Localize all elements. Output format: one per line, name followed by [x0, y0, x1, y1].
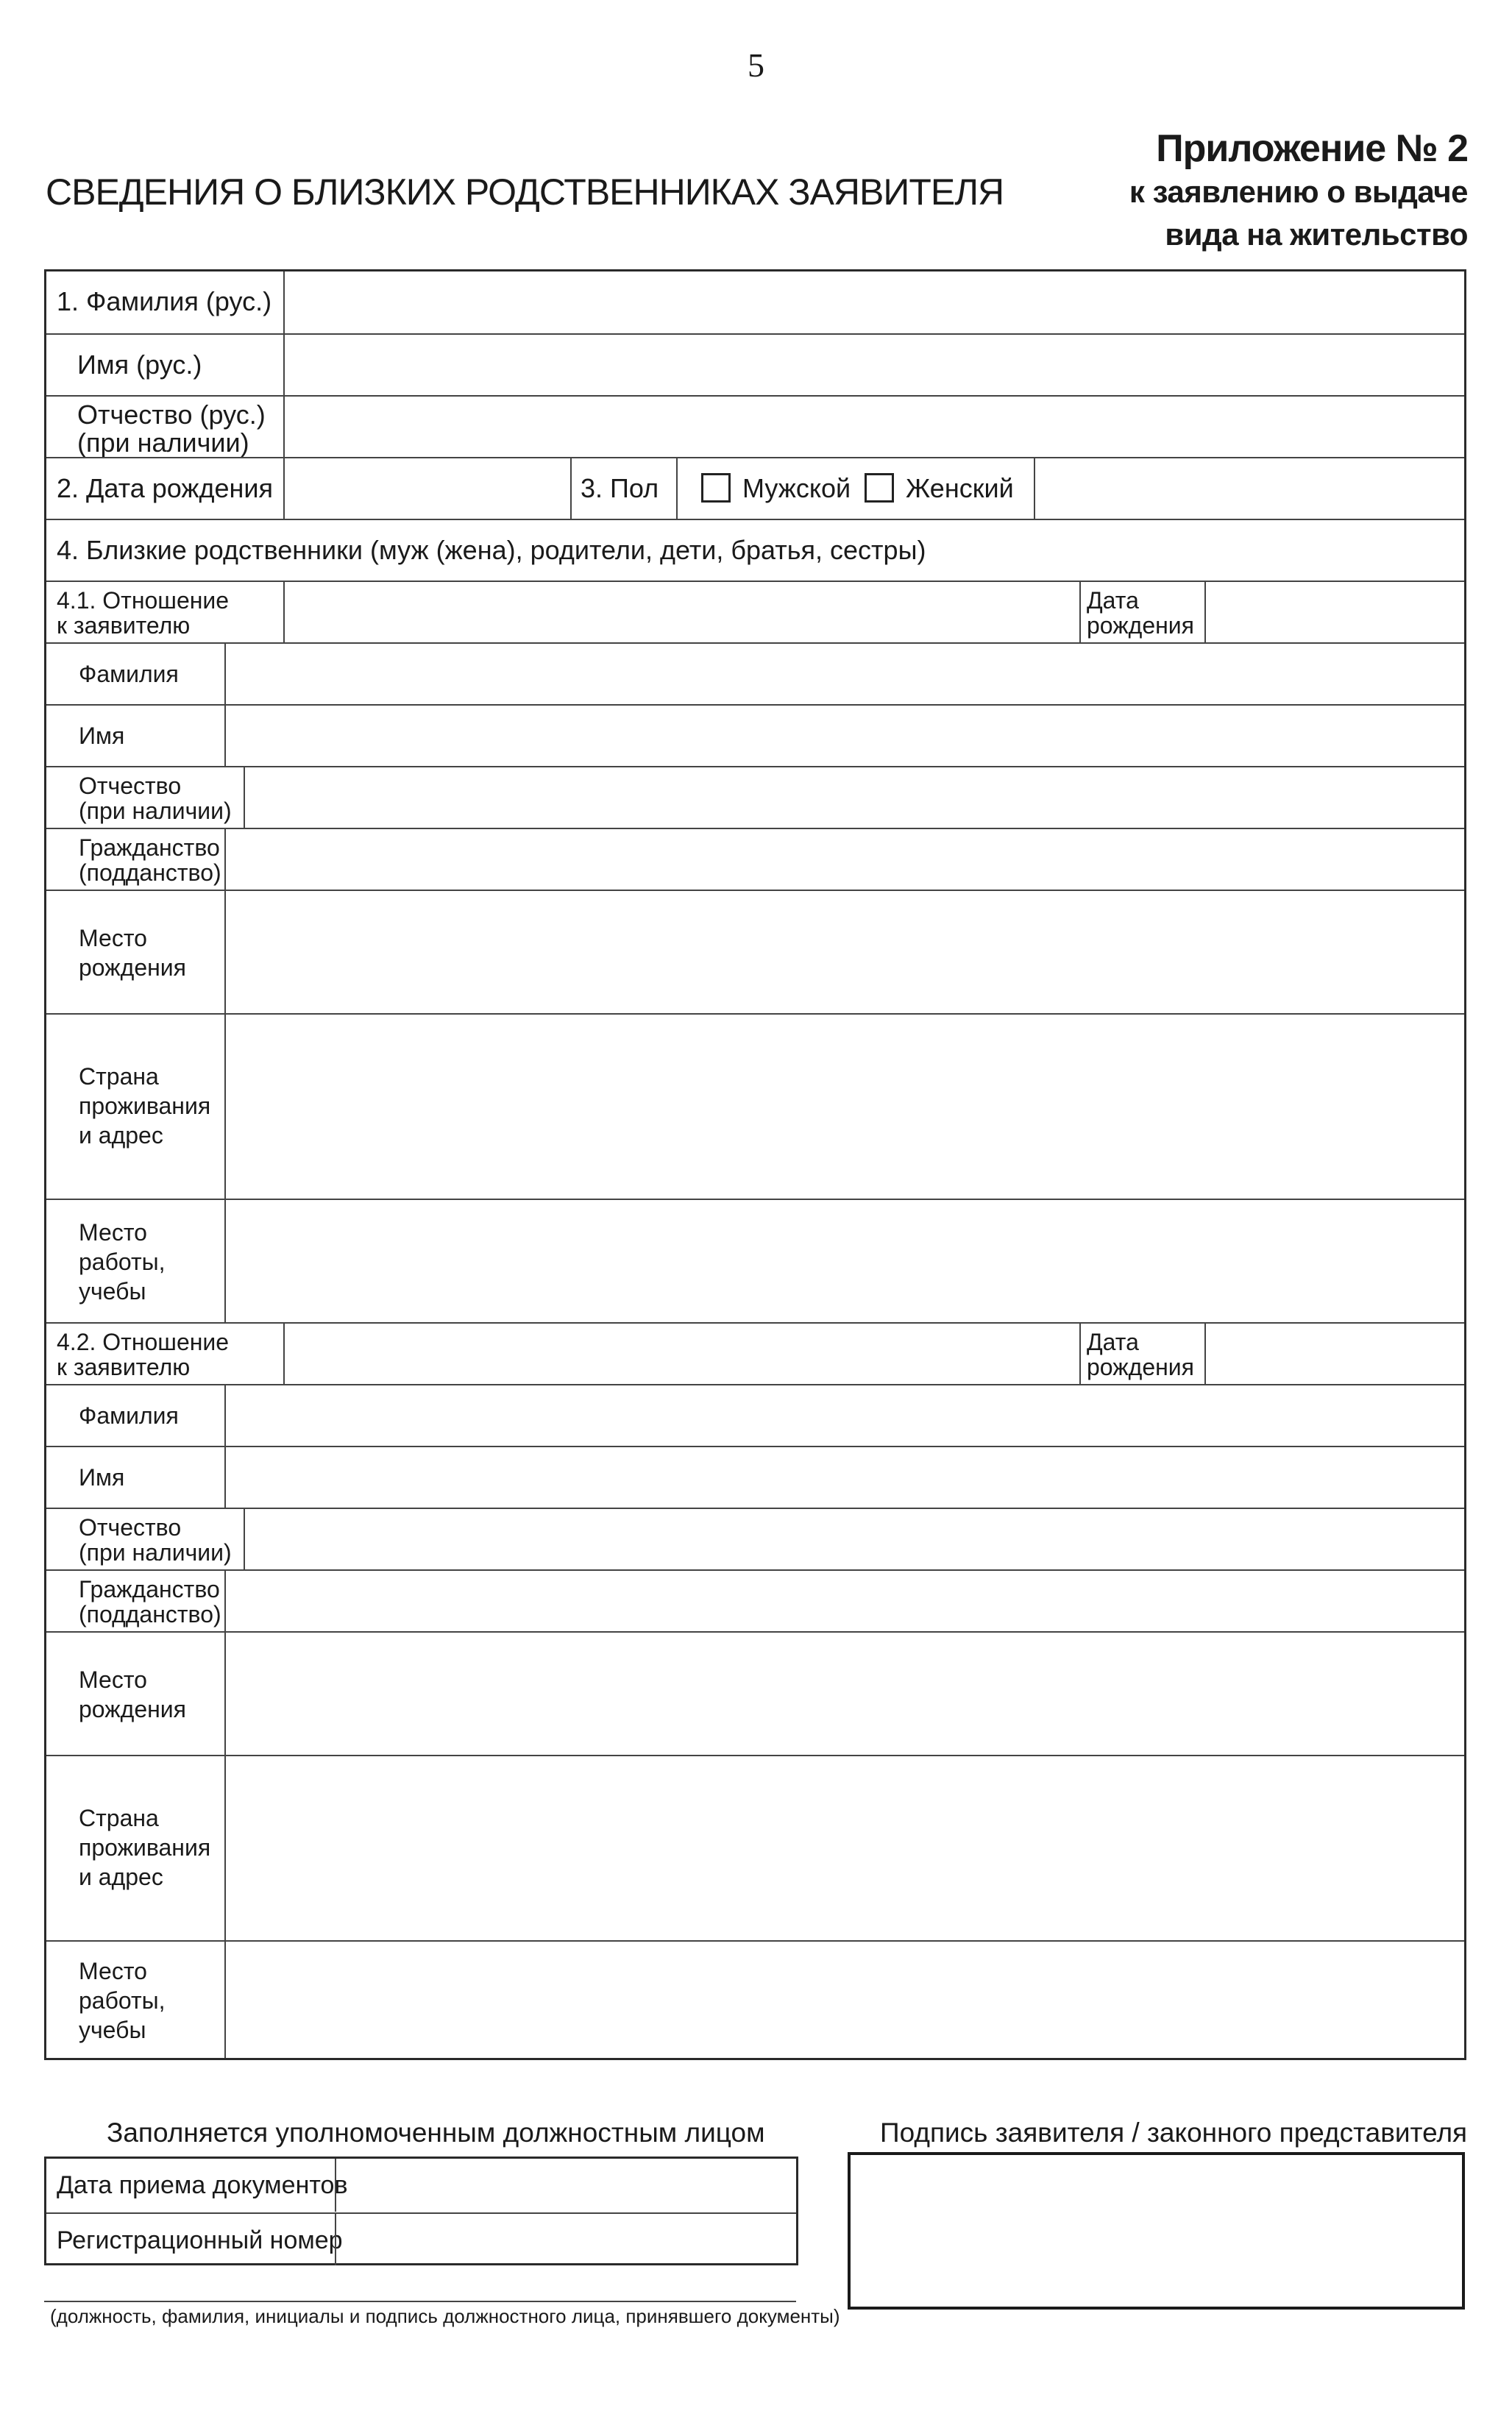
- relative-2-patronymic-row: [46, 1508, 1464, 1569]
- relative-2-surname-row: [46, 1384, 1464, 1446]
- relative-1-surname-field[interactable]: [226, 644, 1464, 704]
- form-title: СВЕДЕНИЯ О БЛИЗКИХ РОДСТВЕННИКАХ ЗАЯВИТЕЛЯ: [46, 171, 1004, 213]
- female-checkbox[interactable]: [865, 473, 894, 503]
- applicant-name-field[interactable]: [285, 335, 1464, 395]
- relative-1-birthplace-row: [46, 890, 1464, 1013]
- applicant-birthdate-label: 2. Дата рождения: [57, 473, 273, 503]
- relative-1-work-row: [46, 1199, 1464, 1322]
- relative-1-birthplace-field[interactable]: [226, 891, 1464, 1013]
- relative-1-residence-row: [46, 1013, 1464, 1199]
- applicant-surname-row: [46, 271, 1464, 333]
- applicant-patronymic-field[interactable]: [285, 397, 1464, 457]
- official-signature-line[interactable]: [44, 2301, 796, 2302]
- relative-2-birthplace-row: [46, 1631, 1464, 1755]
- relative-2-name-label: Имя: [79, 1464, 125, 1491]
- signature-box[interactable]: [848, 2152, 1465, 2310]
- sex-extra-field[interactable]: [1035, 458, 1464, 519]
- official-line-caption: (должность, фамилия, инициалы и подпись должностного лица, принявшего документы): [50, 2305, 840, 2327]
- relative-1-relation-label: 4.1. Отношение к заявителю: [57, 587, 230, 639]
- relative-1-birthplace-label: Место рождения: [79, 925, 186, 981]
- relative-2-patronymic-field[interactable]: [245, 1509, 1464, 1569]
- relative-1-citizenship-row: [46, 828, 1464, 890]
- official-caption: Заполняется уполномоченным должностным лицом: [107, 2118, 765, 2148]
- applicant-surname-field[interactable]: [285, 271, 1464, 333]
- relative-2-name-row: [46, 1446, 1464, 1508]
- official-date-row: [46, 2159, 796, 2212]
- official-table: [44, 2157, 798, 2265]
- relatives-form: [44, 269, 1466, 2060]
- relative-2-birthdate-label: Дата рождения: [1087, 1329, 1194, 1380]
- relative-2-patronymic-label: Отчество (при наличии): [79, 1514, 232, 1566]
- relative-1-patronymic-label: Отчество (при наличии): [79, 773, 232, 824]
- relative-1-work-field[interactable]: [226, 1200, 1464, 1322]
- applicant-patronymic-label: Отчество (рус.) (при наличии): [77, 400, 266, 458]
- relative-2-residence-field[interactable]: [226, 1756, 1464, 1940]
- relative-1-surname-row: [46, 642, 1464, 704]
- applicant-surname-label: 1. Фамилия (рус.): [57, 286, 272, 316]
- appendix-number: Приложение № 2: [1156, 127, 1468, 170]
- relative-2-work-row: [46, 1940, 1464, 2058]
- relative-1-patronymic-field[interactable]: [245, 767, 1464, 828]
- relative-1-relation-row: [46, 581, 1464, 642]
- relative-1-birthdate-field[interactable]: [1206, 582, 1464, 642]
- relative-2-birthdate-field[interactable]: [1206, 1324, 1464, 1384]
- official-reg-row: [46, 2212, 796, 2265]
- relatives-header-row: [46, 519, 1464, 581]
- appendix-subtitle-1: к заявлению о выдаче: [1129, 174, 1468, 209]
- relative-1-relation-field[interactable]: [285, 582, 1078, 642]
- relative-1-name-label: Имя: [79, 723, 125, 749]
- relative-1-citizenship-field[interactable]: [226, 829, 1464, 890]
- appendix-heading: [1129, 127, 1468, 256]
- relative-2-citizenship-label: Гражданство (подданство): [79, 1576, 221, 1627]
- relative-1-name-field[interactable]: [226, 706, 1464, 766]
- relative-2-work-label: Место работы, учебы: [79, 1958, 166, 2043]
- signature-caption: Подпись заявителя / законного представителя: [880, 2118, 1468, 2148]
- relative-1-name-row: [46, 704, 1464, 766]
- page-number: 5: [748, 46, 764, 84]
- relative-2-work-field[interactable]: [226, 1942, 1464, 2058]
- official-reg-field[interactable]: [336, 2214, 796, 2265]
- relative-1-work-label: Место работы, учебы: [79, 1219, 166, 1304]
- relative-1-birthdate-label: Дата рождения: [1087, 587, 1194, 639]
- relative-2-residence-label: Страна проживания и адрес: [79, 1805, 211, 1890]
- official-reg-label: Регистрационный номер: [57, 2226, 343, 2254]
- female-label: Женский: [906, 473, 1014, 503]
- relative-1-surname-label: Фамилия: [79, 661, 179, 687]
- male-label: Мужской: [742, 473, 851, 503]
- relative-1-residence-label: Страна проживания и адрес: [79, 1063, 211, 1149]
- applicant-name-label: Имя (рус.): [77, 349, 202, 380]
- appendix-subtitle-2: вида на жительство: [1165, 217, 1468, 252]
- relative-1-residence-field[interactable]: [226, 1015, 1464, 1199]
- male-checkbox[interactable]: [701, 473, 731, 503]
- relative-2-relation-row: [46, 1322, 1464, 1384]
- relative-1-patronymic-row: [46, 766, 1464, 828]
- relative-2-surname-field[interactable]: [226, 1385, 1464, 1446]
- relative-2-citizenship-field[interactable]: [226, 1571, 1464, 1631]
- sex-label: 3. Пол: [581, 473, 659, 503]
- applicant-birthdate-field[interactable]: [285, 458, 569, 519]
- relative-2-relation-field[interactable]: [285, 1324, 1078, 1384]
- relative-2-name-field[interactable]: [226, 1447, 1464, 1508]
- official-date-label: Дата приема документов: [57, 2171, 348, 2199]
- relative-1-citizenship-label: Гражданство (подданство): [79, 834, 221, 886]
- relative-2-surname-label: Фамилия: [79, 1402, 179, 1429]
- relative-2-residence-row: [46, 1755, 1464, 1940]
- relative-2-birthplace-field[interactable]: [226, 1633, 1464, 1755]
- official-date-field[interactable]: [336, 2159, 796, 2212]
- relative-2-birthplace-label: Место рождения: [79, 1666, 186, 1722]
- relative-2-relation-label: 4.2. Отношение к заявителю: [57, 1329, 230, 1380]
- relatives-header: 4. Близкие родственники (муж (жена), родители, дети, братья, сестры): [57, 535, 926, 565]
- relative-2-citizenship-row: [46, 1569, 1464, 1631]
- applicant-birth-sex-row: [46, 457, 1464, 519]
- applicant-patronymic-row: [46, 395, 1464, 457]
- applicant-name-row: [46, 333, 1464, 395]
